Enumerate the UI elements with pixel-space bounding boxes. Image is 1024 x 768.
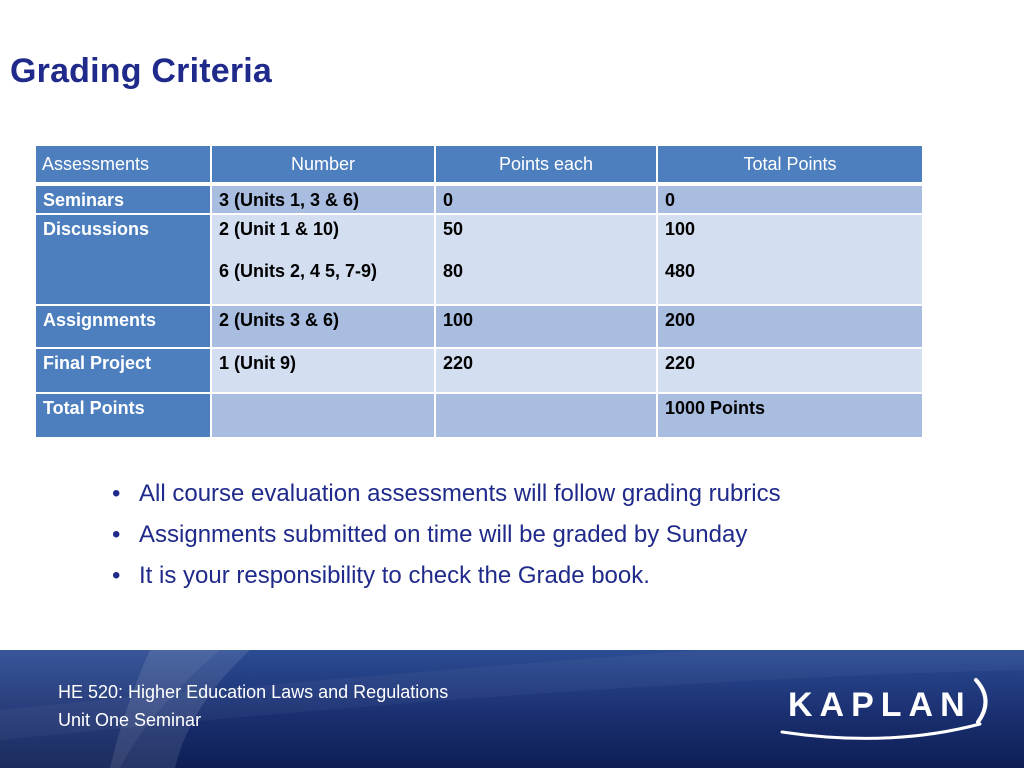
bullet-text: All course evaluation assessments will follow grading rubrics — [139, 480, 781, 507]
header-assessments: Assessments — [35, 145, 211, 184]
number-value: 3 (Units 1, 3 & 6) — [219, 190, 360, 210]
points-each-value: 100 — [443, 310, 474, 330]
header-number: Number — [211, 145, 435, 184]
table-row — [35, 393, 923, 438]
row-label-text: Assignments — [43, 310, 157, 330]
row-label-text: Total Points — [43, 398, 145, 418]
bullet-icon: • — [112, 521, 121, 548]
number-cell — [211, 214, 435, 305]
header-total-points: Total Points — [657, 145, 923, 184]
number-cell — [211, 184, 435, 214]
total-cell — [657, 184, 923, 214]
total-value: 0 — [665, 190, 676, 210]
grading-table — [34, 144, 924, 439]
logo-arc-icon — [780, 676, 992, 746]
list-item — [112, 519, 781, 560]
list-item — [112, 560, 781, 601]
total-value: 480 — [665, 261, 696, 281]
number-cell — [211, 393, 435, 438]
table-row — [35, 184, 923, 214]
row-label — [35, 305, 211, 348]
number-value — [219, 394, 427, 398]
points-each-cell — [435, 393, 657, 438]
row-label-text: Discussions — [43, 219, 150, 239]
footer-band — [0, 650, 1024, 768]
list-item — [112, 478, 781, 519]
row-label — [35, 214, 211, 305]
row-label-text: Seminars — [43, 190, 125, 210]
bullet-icon: • — [112, 480, 121, 507]
total-value: 1000 Points — [665, 398, 766, 418]
total-cell — [657, 305, 923, 348]
total-value: 100 — [665, 219, 696, 239]
row-label — [35, 393, 211, 438]
total-cell — [657, 393, 923, 438]
points-each-value: 50 — [443, 219, 464, 239]
number-value: 6 (Units 2, 4 5, 7-9) — [219, 261, 378, 281]
number-cell — [211, 305, 435, 348]
row-label — [35, 184, 211, 214]
number-cell — [211, 348, 435, 393]
total-value: 200 — [665, 310, 696, 330]
points-each-value: 0 — [443, 190, 454, 210]
number-value: 2 (Unit 1 & 10) — [219, 219, 340, 239]
slide-title: Grading Criteria — [10, 52, 273, 90]
row-label — [35, 348, 211, 393]
total-cell — [657, 348, 923, 393]
row-label-text: Final Project — [43, 353, 152, 373]
logo-text: KAPLAN — [788, 686, 972, 724]
number-value: 1 (Unit 9) — [219, 353, 297, 373]
number-value: 2 (Units 3 & 6) — [219, 310, 340, 330]
bullet-icon: • — [112, 562, 121, 589]
table-row — [35, 214, 923, 305]
points-each-cell — [435, 214, 657, 305]
table-row — [35, 305, 923, 348]
bullet-text: It is your responsibility to check the Grade book. — [139, 562, 650, 589]
kaplan-logo — [780, 676, 992, 746]
points-each-value: 220 — [443, 353, 474, 373]
bullet-text: Assignments submitted on time will be graded by Sunday — [139, 521, 748, 548]
header-points-each: Points each — [435, 145, 657, 184]
points-each-cell — [435, 184, 657, 214]
total-value: 220 — [665, 353, 696, 373]
points-each-cell — [435, 305, 657, 348]
points-each-cell — [435, 348, 657, 393]
total-cell — [657, 214, 923, 305]
points-each-value — [443, 394, 649, 398]
bullet-list — [112, 478, 781, 601]
table-row — [35, 348, 923, 393]
points-each-value: 80 — [443, 261, 464, 281]
course-title: HE 520: Higher Education Laws and Regulations — [58, 682, 449, 702]
seminar-label: Unit One Seminar — [58, 710, 202, 730]
table-header-row — [35, 145, 923, 184]
